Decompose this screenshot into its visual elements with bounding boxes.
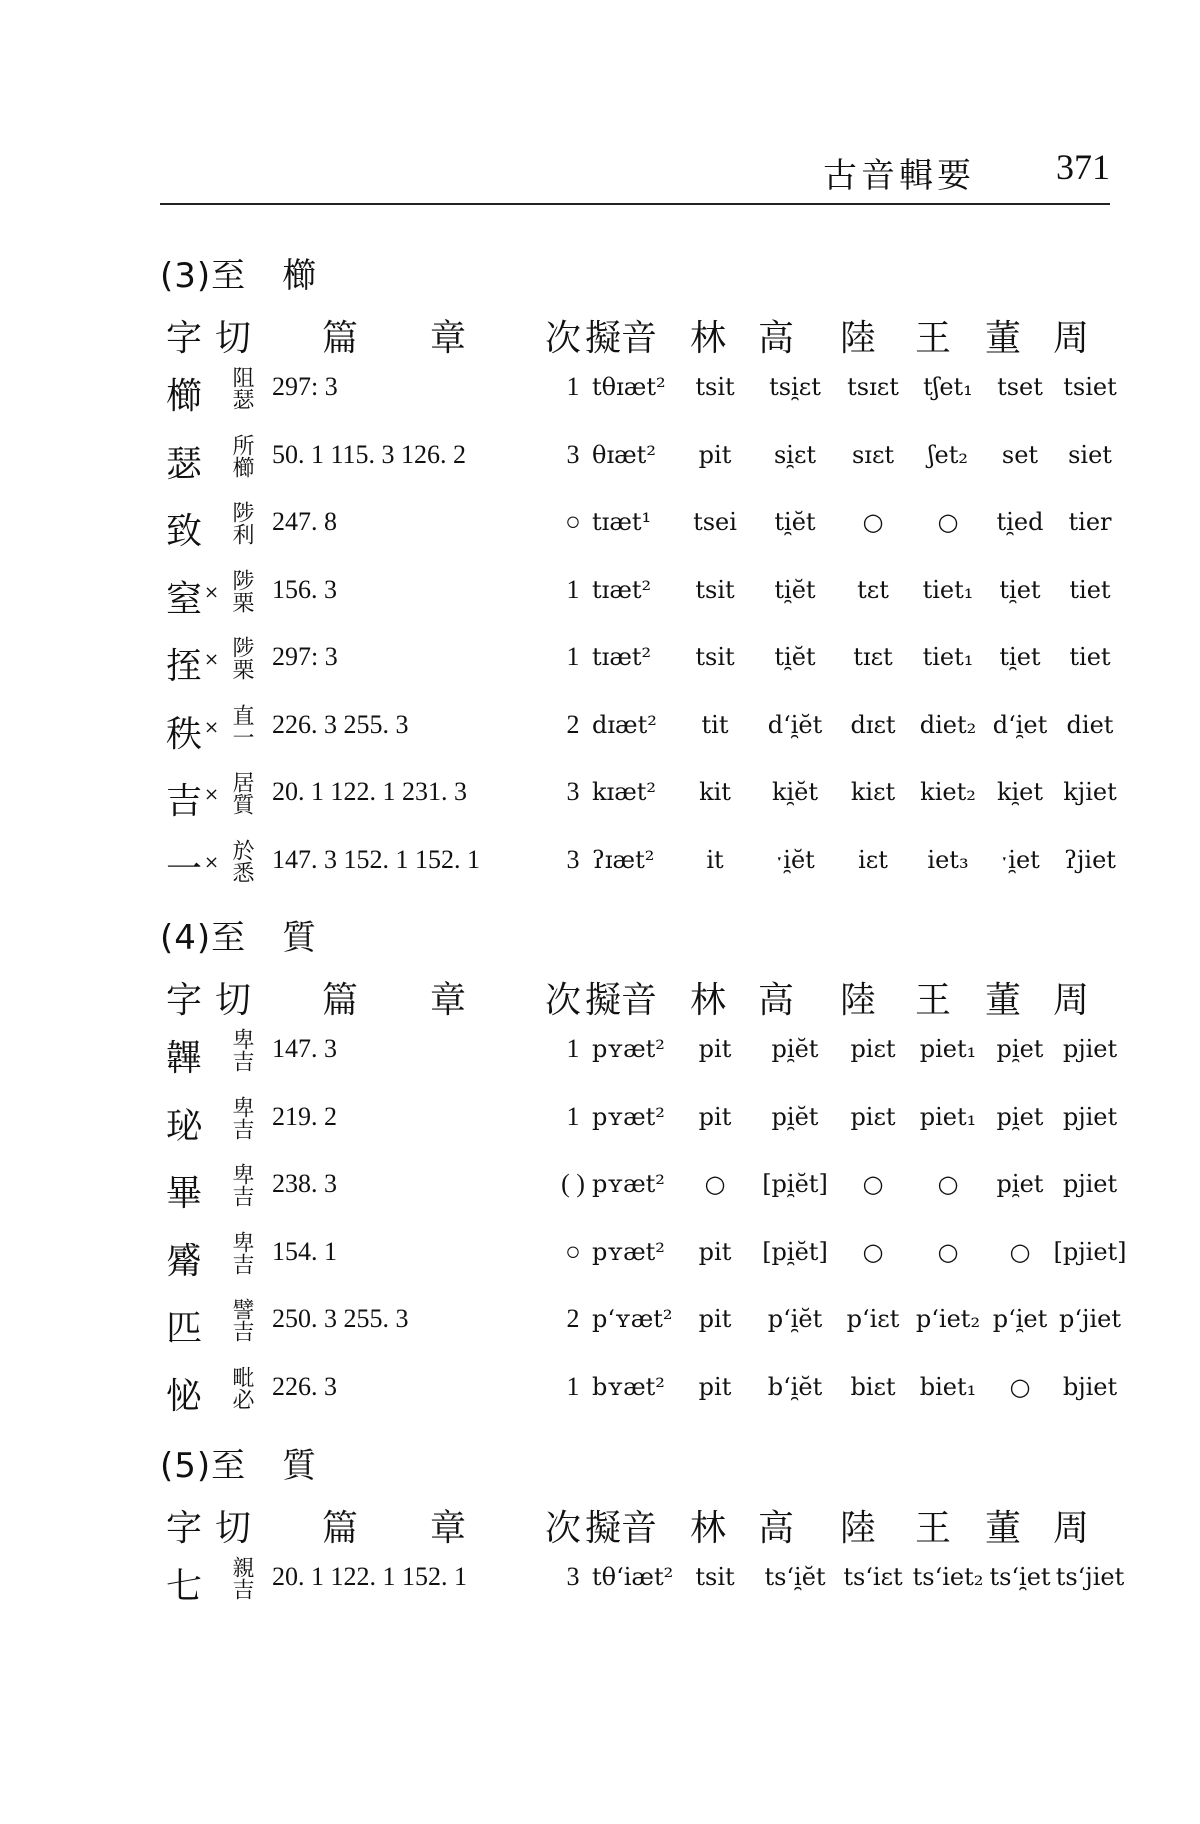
reading-recon: ʔɪæt² — [592, 845, 655, 874]
reading-gao: dʻi̯ĕt — [767, 710, 823, 739]
section-label: (3)至 — [160, 256, 247, 296]
col-dong-header: 董 — [985, 318, 1022, 359]
reading-dong: ○ — [1009, 1237, 1031, 1266]
reading-zhou: [pjiet] — [1053, 1237, 1127, 1266]
character — [166, 638, 219, 689]
reading-zhou: siet — [1068, 440, 1112, 469]
section-title — [160, 248, 317, 297]
reading-wang: piet₁ — [919, 1035, 977, 1063]
page-reference: 154. 1 — [272, 1236, 337, 1266]
reading-gao: ki̯ĕt — [771, 778, 819, 806]
reading-zhou: pʻjiet — [1059, 1305, 1121, 1333]
count-value: 1 — [566, 372, 580, 401]
reading-dong: pi̯et — [996, 1102, 1044, 1131]
section-label: (4)至 — [160, 918, 247, 958]
fanqie-spelling: 直一 — [229, 703, 254, 748]
table-row — [160, 636, 1120, 696]
table-row — [160, 434, 1120, 494]
count-value: 1 — [566, 1101, 580, 1131]
book-title: 古音輯要 — [823, 156, 975, 196]
reading-lu: piɛt — [850, 1102, 896, 1131]
count-value: 3 — [566, 844, 580, 874]
character-glyph: 珌 — [166, 1105, 203, 1147]
reading-lin: pit — [698, 1305, 732, 1333]
col-dong-header: 董 — [985, 1508, 1022, 1549]
character-glyph: 吉 — [166, 781, 203, 822]
character — [166, 503, 202, 554]
reading-zhou: diet — [1066, 710, 1114, 739]
reading-recon: tθʻiæt² — [592, 1563, 674, 1591]
count-value: ○ — [565, 507, 581, 536]
reading-recon: pʏæt² — [592, 1237, 665, 1266]
reading-gao: tsʻi̯ĕt — [764, 1563, 826, 1591]
page-reference: 50. 1 115. 3 126. 2 — [272, 439, 467, 469]
character-glyph: 韠 — [166, 1038, 203, 1079]
col-char-header: 字 — [166, 980, 203, 1021]
col-wang-header: 王 — [915, 318, 952, 359]
reading-lu: dɪɛt — [850, 710, 896, 739]
reading-lin: kit — [699, 778, 731, 806]
col-dong-header: 董 — [985, 980, 1022, 1021]
character-mark: × — [204, 784, 220, 805]
reading-recon: pʏæt² — [592, 1035, 665, 1063]
reading-lu: sɪɛt — [851, 440, 895, 469]
character — [166, 773, 219, 824]
table-row — [160, 1163, 1120, 1223]
page-reference: 20. 1 122. 1 152. 1 — [272, 1562, 467, 1591]
reading-gao: bʻi̯ĕt — [767, 1372, 823, 1401]
character-mark: × — [204, 716, 220, 738]
col-lin-header: 林 — [690, 1508, 727, 1549]
count-value: ( ) — [561, 1169, 585, 1198]
reading-lu: ○ — [862, 1170, 884, 1198]
fanqie-spelling: 卑吉 — [229, 1095, 254, 1140]
col-count-header: 次 — [545, 980, 582, 1021]
character-mark: × — [204, 851, 220, 873]
page-reference: 20. 1 122. 1 231. 3 — [272, 777, 467, 806]
col-recon-header: 擬音 — [585, 980, 658, 1021]
reading-wang: tʃet₁ — [923, 373, 973, 401]
reading-gao: ti̯ĕt — [774, 508, 816, 536]
character — [166, 706, 219, 757]
reading-zhou: tiet — [1069, 575, 1111, 604]
character-glyph: 致 — [166, 511, 203, 552]
page-reference: 226. 3 255. 3 — [272, 709, 409, 739]
fanqie-spelling: 陟栗 — [229, 636, 254, 680]
reading-lin: pit — [698, 1237, 732, 1266]
reading-lu: tsʻiɛt — [843, 1563, 903, 1591]
fanqie-spelling: 卑吉 — [229, 1163, 254, 1207]
reading-lu: tɪɛt — [853, 643, 893, 671]
fanqie-spelling: 阻瑟 — [229, 366, 254, 410]
reading-lu: ○ — [862, 1237, 884, 1266]
reading-dong: ti̯et — [999, 643, 1041, 671]
reading-lu: ○ — [862, 508, 884, 536]
page-reference: 147. 3 — [272, 1034, 337, 1063]
col-zhang-header: 章 — [430, 980, 467, 1021]
section-rhyme: 櫛 — [282, 256, 318, 296]
fanqie-spelling: 卑吉 — [229, 1230, 254, 1275]
section-rhyme: 質 — [282, 1446, 318, 1486]
table-row — [160, 704, 1120, 764]
reading-wang: ○ — [937, 1237, 959, 1266]
col-lu-header: 陸 — [840, 980, 877, 1021]
col-zhang-header: 章 — [430, 1508, 467, 1549]
page-header — [160, 140, 1110, 200]
character-glyph: 七 — [166, 1566, 203, 1607]
character — [166, 436, 202, 487]
col-wang-header: 王 — [915, 980, 952, 1021]
page-reference: 238. 3 — [272, 1169, 337, 1198]
col-recon-header: 擬音 — [585, 1508, 658, 1549]
reading-recon: kɪæt² — [592, 778, 657, 806]
character — [166, 1098, 202, 1149]
reading-recon: tɪæt² — [592, 643, 652, 671]
reading-recon: tɪæt² — [592, 575, 652, 604]
col-zhang-header: 章 — [430, 318, 467, 359]
reading-lin: tsei — [693, 508, 737, 536]
reading-gao: pʻi̯ĕt — [767, 1305, 823, 1333]
reading-wang: tiet₁ — [922, 643, 974, 671]
reading-gao: si̯ɛt — [773, 440, 817, 469]
page-reference: 226. 3 — [272, 1371, 337, 1401]
reading-dong: tsʻi̯et — [989, 1563, 1051, 1591]
count-value: 1 — [566, 642, 580, 671]
reading-recon: dɪæt² — [592, 710, 657, 739]
reading-recon: tθɪæt² — [592, 373, 666, 401]
reading-lin: it — [706, 845, 724, 874]
col-lin-header: 林 — [690, 318, 727, 359]
col-lu-header: 陸 — [840, 1508, 877, 1549]
col-zhou-header: 周 — [1053, 318, 1090, 359]
reading-lin: pit — [698, 1102, 732, 1131]
reading-zhou: tsiet — [1063, 373, 1117, 401]
count-value: 2 — [566, 1304, 580, 1333]
reading-lu: tsɪɛt — [847, 373, 899, 401]
col-pian-header: 篇 — [322, 318, 359, 359]
count-value: 1 — [566, 1371, 580, 1401]
table-row — [160, 771, 1120, 831]
fanqie-spelling: 所櫛 — [229, 433, 254, 478]
table-row — [160, 569, 1120, 629]
character — [166, 571, 219, 622]
reading-gao: [pi̯ĕt] — [762, 1237, 828, 1266]
reading-recon: pʻʏæt² — [592, 1305, 673, 1333]
table-row — [160, 1366, 1120, 1426]
section-title — [160, 1438, 317, 1487]
reading-dong: pi̯et — [996, 1170, 1044, 1198]
col-lin-header: 林 — [690, 980, 727, 1021]
reading-gao: tsi̯ɛt — [769, 373, 821, 401]
reading-wang: kiet₂ — [920, 778, 976, 806]
col-zhou-header: 周 — [1053, 980, 1090, 1021]
character — [166, 1558, 202, 1609]
reading-gao: pi̯ĕt — [771, 1035, 819, 1063]
reading-lin: tsit — [695, 373, 735, 401]
fanqie-spelling: 陟利 — [229, 501, 254, 545]
col-recon-header: 擬音 — [585, 318, 658, 359]
table-header — [160, 972, 1120, 1032]
fanqie-spelling: 卑吉 — [229, 1028, 254, 1072]
reading-gao: ti̯ĕt — [774, 643, 816, 671]
col-zhou-header: 周 — [1053, 1508, 1090, 1549]
reading-recon: pʏæt² — [592, 1170, 665, 1198]
col-pian-header: 篇 — [322, 1508, 359, 1549]
table-row — [160, 366, 1120, 426]
reading-wang: iet₃ — [927, 845, 969, 874]
reading-lin: tsit — [695, 575, 735, 604]
table-row — [160, 501, 1120, 561]
section-label: (5)至 — [160, 1446, 247, 1486]
reading-wang: ○ — [937, 1170, 959, 1198]
page-reference: 250. 3 255. 3 — [272, 1304, 409, 1333]
table-header — [160, 310, 1120, 370]
reading-lu: tɛt — [857, 575, 889, 604]
reading-gao: [pi̯ĕt] — [762, 1170, 828, 1198]
table-row — [160, 1230, 1127, 1291]
reading-wang: tsʻiet₂ — [912, 1563, 984, 1591]
col-gao-header: 高 — [758, 980, 795, 1021]
character-glyph: 窒 — [166, 578, 203, 620]
reading-dong: ˑi̯et — [1000, 845, 1040, 874]
character — [166, 841, 219, 892]
reading-lin: pit — [698, 1035, 732, 1063]
reading-wang: biet₁ — [919, 1372, 977, 1401]
reading-lu: kiɛt — [850, 778, 896, 806]
header-rule — [160, 203, 1110, 205]
col-gao-header: 高 — [758, 318, 795, 359]
fanqie-spelling: 於悉 — [229, 838, 254, 883]
reading-dong: ki̯et — [996, 778, 1044, 806]
count-value: 3 — [566, 1562, 580, 1591]
reading-wang: diet₂ — [919, 710, 977, 739]
table-row — [160, 1096, 1120, 1156]
section-title — [160, 910, 317, 959]
fanqie-spelling: 譬吉 — [229, 1298, 254, 1342]
fanqie-spelling: 親吉 — [229, 1556, 254, 1600]
section-rhyme: 質 — [282, 918, 318, 958]
character-glyph: 匹 — [166, 1308, 203, 1349]
reading-wang: tiet₁ — [922, 575, 974, 604]
character-mark: × — [204, 581, 220, 603]
page-reference: 147. 3 152. 1 152. 1 — [272, 844, 480, 874]
reading-dong: pʻi̯et — [992, 1305, 1048, 1333]
character-glyph: 觱 — [166, 1240, 203, 1282]
col-fanqie-header: 切 — [215, 318, 252, 359]
reading-dong: ○ — [1009, 1372, 1031, 1401]
col-pian-header: 篇 — [322, 980, 359, 1021]
character — [166, 1233, 202, 1284]
table-row — [160, 839, 1120, 899]
reading-recon: bʏæt² — [592, 1372, 665, 1401]
character-glyph: 畢 — [166, 1173, 203, 1214]
col-char-header: 字 — [166, 318, 203, 359]
reading-lin: tit — [701, 710, 729, 739]
page-number: 371 — [1056, 147, 1110, 187]
reading-recon: pʏæt² — [592, 1102, 665, 1131]
col-gao-header: 高 — [758, 1508, 795, 1549]
reading-zhou: pjiet — [1062, 1035, 1118, 1063]
character — [166, 1165, 202, 1216]
reading-lin: tsit — [695, 643, 735, 671]
character — [166, 1300, 202, 1351]
character — [166, 1368, 202, 1419]
reading-zhou: kjiet — [1063, 778, 1117, 806]
col-count-header: 次 — [545, 318, 582, 359]
reading-dong: ti̯et — [999, 575, 1041, 604]
character-glyph: 瑟 — [166, 443, 203, 485]
reading-zhou: bjiet — [1062, 1372, 1118, 1401]
reading-lin: ○ — [704, 1170, 726, 1198]
table-row — [160, 1028, 1120, 1088]
reading-gao: ti̯ĕt — [774, 575, 816, 604]
count-value: 1 — [566, 1034, 580, 1063]
reading-dong: dʻi̯et — [992, 710, 1048, 739]
col-wang-header: 王 — [915, 1508, 952, 1549]
character — [166, 368, 202, 419]
reading-wang: pʻiet₂ — [915, 1305, 981, 1333]
col-lu-header: 陸 — [840, 318, 877, 359]
count-value: 3 — [566, 777, 580, 806]
fanqie-spelling: 毗必 — [229, 1365, 254, 1410]
character-glyph: 櫛 — [166, 376, 203, 417]
reading-zhou: ʔjiet — [1064, 845, 1116, 874]
reading-wang: ○ — [937, 508, 959, 536]
reading-lu: iɛt — [858, 845, 888, 874]
count-value: 3 — [566, 439, 580, 469]
page-reference: 297: 3 — [272, 372, 338, 401]
reading-lu: biɛt — [850, 1372, 896, 1401]
reading-zhou: tiet — [1069, 643, 1111, 671]
col-char-header: 字 — [166, 1508, 203, 1549]
reading-dong: pi̯et — [996, 1035, 1044, 1063]
fanqie-spelling: 居質 — [229, 771, 254, 815]
fanqie-spelling: 陟栗 — [229, 568, 254, 613]
reading-gao: pi̯ĕt — [771, 1102, 819, 1131]
reading-recon: tɪæt¹ — [592, 508, 652, 536]
reading-zhou: tsʻjiet — [1055, 1563, 1125, 1591]
col-count-header: 次 — [545, 1508, 582, 1549]
character-mark: × — [204, 649, 220, 670]
page-reference: 297: 3 — [272, 642, 338, 671]
count-value: ○ — [565, 1236, 581, 1266]
reading-lin: pit — [698, 1372, 732, 1401]
col-fanqie-header: 切 — [215, 980, 252, 1021]
reading-lin: tsit — [695, 1563, 735, 1591]
page-reference: 219. 2 — [272, 1101, 337, 1131]
reading-gao: ˑi̯ĕt — [775, 845, 815, 874]
table-header — [160, 1500, 1120, 1560]
reading-dong: set — [1001, 440, 1039, 469]
reading-zhou: tier — [1068, 508, 1112, 536]
reading-zhou: pjiet — [1062, 1102, 1118, 1131]
reading-dong: tset — [997, 373, 1043, 401]
reading-lin: pit — [698, 440, 732, 469]
count-value: 2 — [566, 709, 580, 739]
table-row — [160, 1556, 1125, 1616]
reading-lu: pʻiɛt — [846, 1305, 900, 1333]
count-value: 1 — [566, 574, 580, 604]
reading-wang: piet₁ — [919, 1102, 977, 1131]
reading-lu: piɛt — [850, 1035, 896, 1063]
character-glyph: 怭 — [166, 1375, 203, 1417]
reading-zhou: pjiet — [1062, 1170, 1118, 1198]
character-glyph: 挃 — [166, 646, 203, 687]
reading-wang: ʃet₂ — [928, 440, 968, 469]
page-reference: 247. 8 — [272, 507, 337, 536]
reading-recon: θɪæt² — [592, 440, 656, 469]
page-reference: 156. 3 — [272, 574, 337, 604]
character-glyph: 秩 — [166, 713, 203, 755]
character-glyph: 一 — [166, 848, 203, 890]
character — [166, 1030, 202, 1081]
col-fanqie-header: 切 — [215, 1508, 252, 1549]
reading-dong: ti̯ed — [996, 508, 1044, 536]
table-row — [160, 1298, 1120, 1358]
